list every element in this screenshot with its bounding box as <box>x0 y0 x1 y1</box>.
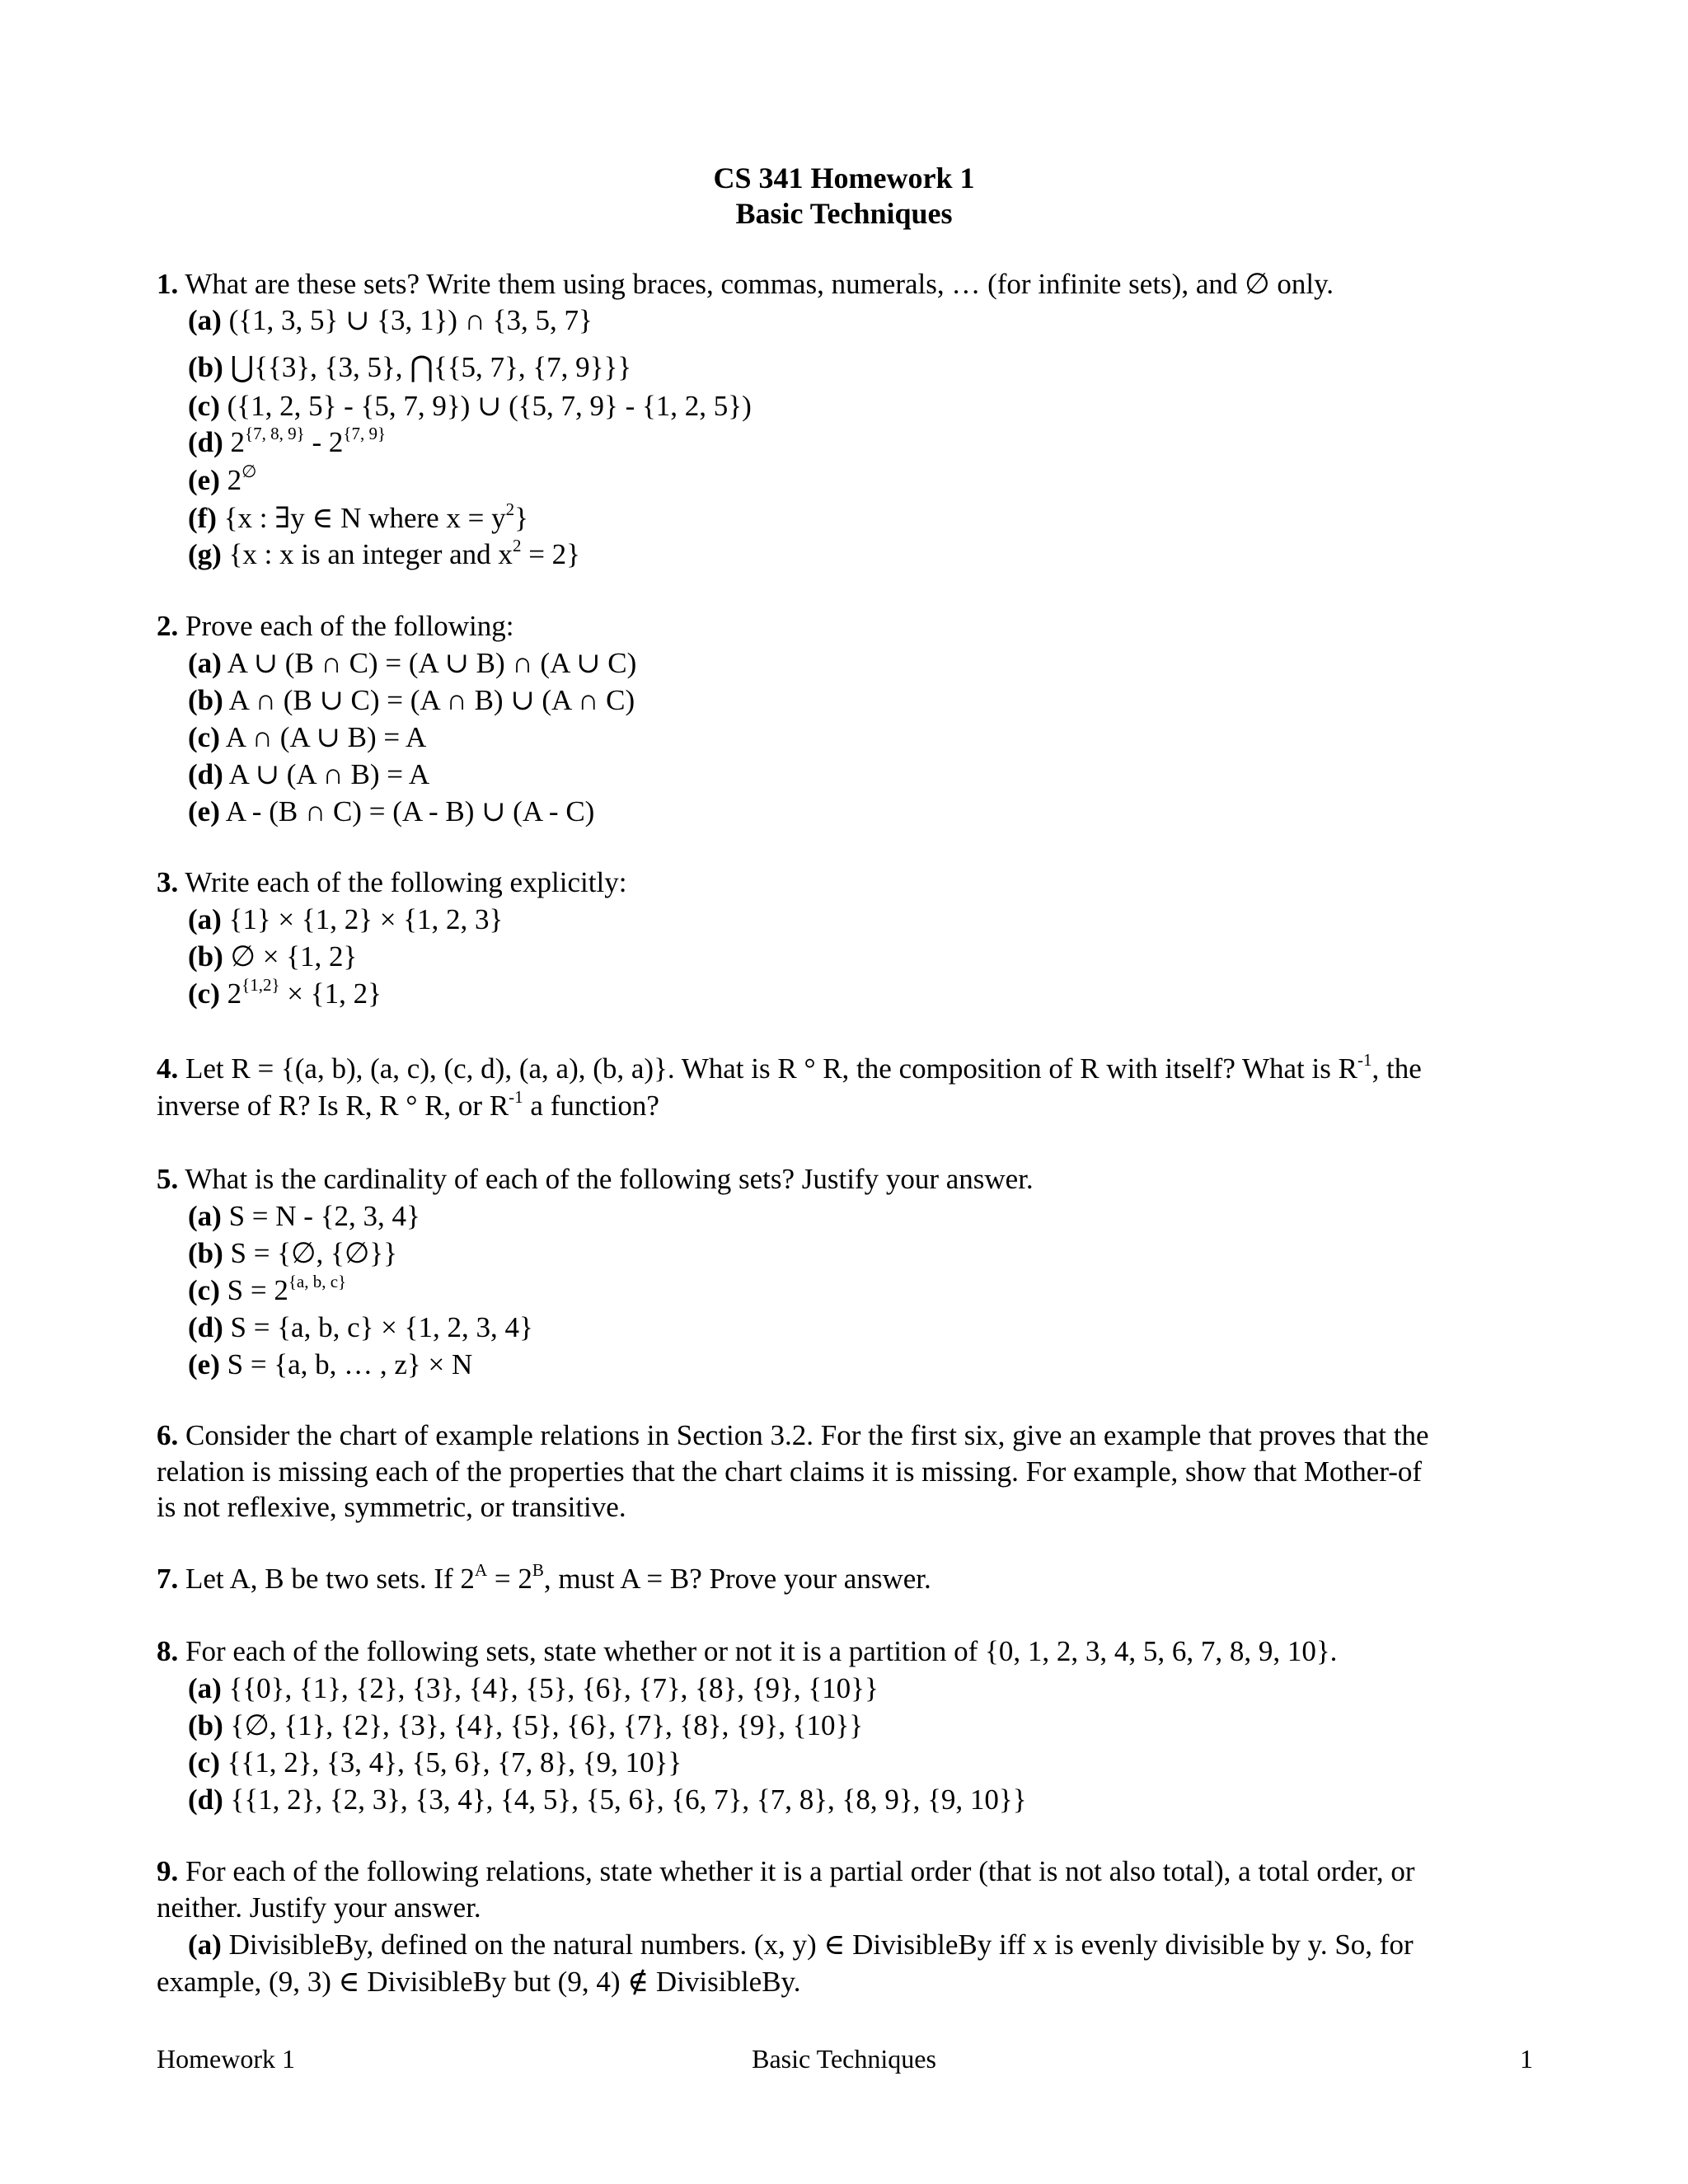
question-1g: (g) {x : x is an integer and $x^2 = 2$} <box>188 536 580 570</box>
question-9a-line-2: example, (9, 3) ∈ DivisibleBy but (9, 4) ∉ DivisibleBy. <box>157 1966 801 1998</box>
question-4-line-2: inverse of R? Is R, R ° R, or $R^{-1}$ a function? <box>157 1087 659 1122</box>
page-number: 1 <box>1520 2044 1533 2074</box>
question-8d: (d) {{1, 2}, {2, 3}, {3, 4}, {4, 5}, {5, 6}, {6, 7}, {7, 8}, {8, 9}, {9, 10}} <box>188 1783 1027 1816</box>
question-2: 2. Prove each of the following: <box>157 610 514 642</box>
question-9-line-1: 9. For each of the following relations, state whether it is a partial order (that is not also total), a total order, or <box>157 1855 1415 1887</box>
question-6-line-1: 6. Consider the chart of example relations in Section 3.2. For the first six, give an example that proves that the <box>157 1419 1429 1451</box>
question-1b: (b) ⋃{{3}, {3, 5}, ⋂{{5, 7}, {7, 9}}} <box>188 351 632 383</box>
question-3b: (b) ∅ × {1, 2} <box>188 940 358 972</box>
question-2b: (b) A ∩ (B ∪ C) = (A ∩ B) ∪ (A ∩ C) <box>188 684 635 716</box>
question-8c: (c) {{1, 2}, {3, 4}, {5, 6}, {7, 8}, {9, 10}} <box>188 1746 682 1779</box>
question-5b: (b) S = {∅, {∅}} <box>188 1237 397 1269</box>
question-8a: (a) {{0}, {1}, {2}, {3}, {4}, {5}, {6}, {7}, {8}, {9}, {10}} <box>188 1672 879 1704</box>
question-5d: (d) S = {a, b, c} × {1, 2, 3, 4} <box>188 1311 533 1343</box>
question-8b: (b) {∅, {1}, {2}, {3}, {4}, {5}, {6}, {7}, {8}, {9}, {10}} <box>188 1709 864 1741</box>
question-5: 5. What is the cardinality of each of the following sets? Justify your answer. <box>157 1163 1034 1195</box>
question-4-line-1: 4. Let R = {(a, b), (a, c), (c, d), (a, a), (b, a)}. What is R ° R, the composition of R with itself? What is $R^{-1}$, the <box>157 1050 1422 1085</box>
question-2c: (c) A ∩ (A ∪ B) = A <box>188 721 427 753</box>
question-8: 8. For each of the following sets, state whether or not it is a partition of {0, 1, 2, 3, 4, 5, 6, 7, 8, 9, 10}. <box>157 1635 1338 1667</box>
question-5a: (a) S = N - {2, 3, 4} <box>188 1200 420 1232</box>
question-1e: (e) 2∅ <box>188 462 257 496</box>
footer-center: Basic Techniques <box>752 2044 936 2074</box>
question-2e: (e) A - (B ∩ C) = (A - B) ∪ (A - C) <box>188 795 595 827</box>
question-2a: (a) A ∪ (B ∩ C) = (A ∪ B) ∩ (A ∪ C) <box>188 647 637 679</box>
question-2d: (d) A ∪ (A ∩ B) = A <box>188 758 430 790</box>
question-5e: (e) S = {a, b, … , z} × N <box>188 1348 473 1380</box>
footer-left: Homework 1 <box>157 2044 295 2074</box>
question-3a: (a) {1} × {1, 2} × {1, 2, 3} <box>188 903 504 935</box>
question-3c: (c) $2^{\{1,2\}} \times \{1$, 2} <box>188 975 382 1010</box>
question-9a-line-1: (a) DivisibleBy, defined on the natural numbers. (x, y) ∈ DivisibleBy iff x is evenly divisible by y. So, for <box>188 1929 1414 1961</box>
question-1a: (a) ({1, 3, 5} ∪ {3, 1}) ∩ {3, 5, 7} <box>188 304 593 336</box>
question-9-line-2: neither. Justify your answer. <box>157 1891 481 1924</box>
question-5c: (c) $S = 2^{\{a, b, c\}}$ <box>188 1272 347 1306</box>
question-6-line-2: relation is missing each of the properties that the chart claims it is missing. For example, show that Mother-of <box>157 1455 1423 1488</box>
question-1: 1. What are these sets? Write them using braces, commas, numerals, … (for infinite sets), and ∅ only. <box>157 268 1334 300</box>
question-6-line-3: is not reflexive, symmetric, or transitive. <box>157 1491 626 1523</box>
question-1c: (c) ({1, 2, 5} - {5, 7, 9}) ∪ ({5, 7, 9} - {1, 2, 5}) <box>188 390 752 422</box>
question-1d: (d) $2^{\{7, 8, 9\}} - 2^{\{7, 9\}}$ <box>188 424 387 458</box>
title-line-2: Basic Techniques <box>735 197 953 230</box>
question-3: 3. Write each of the following explicitly: <box>157 866 627 898</box>
title-line-1: CS 341 Homework 1 <box>713 162 975 194</box>
question-1f: (f) {x : ∃y ∈ N where $x = y^2$} <box>188 499 528 534</box>
question-7: 7. Let A, B be two sets. If $2^A = 2^B$, must A = B? Prove your answer. <box>157 1560 931 1595</box>
